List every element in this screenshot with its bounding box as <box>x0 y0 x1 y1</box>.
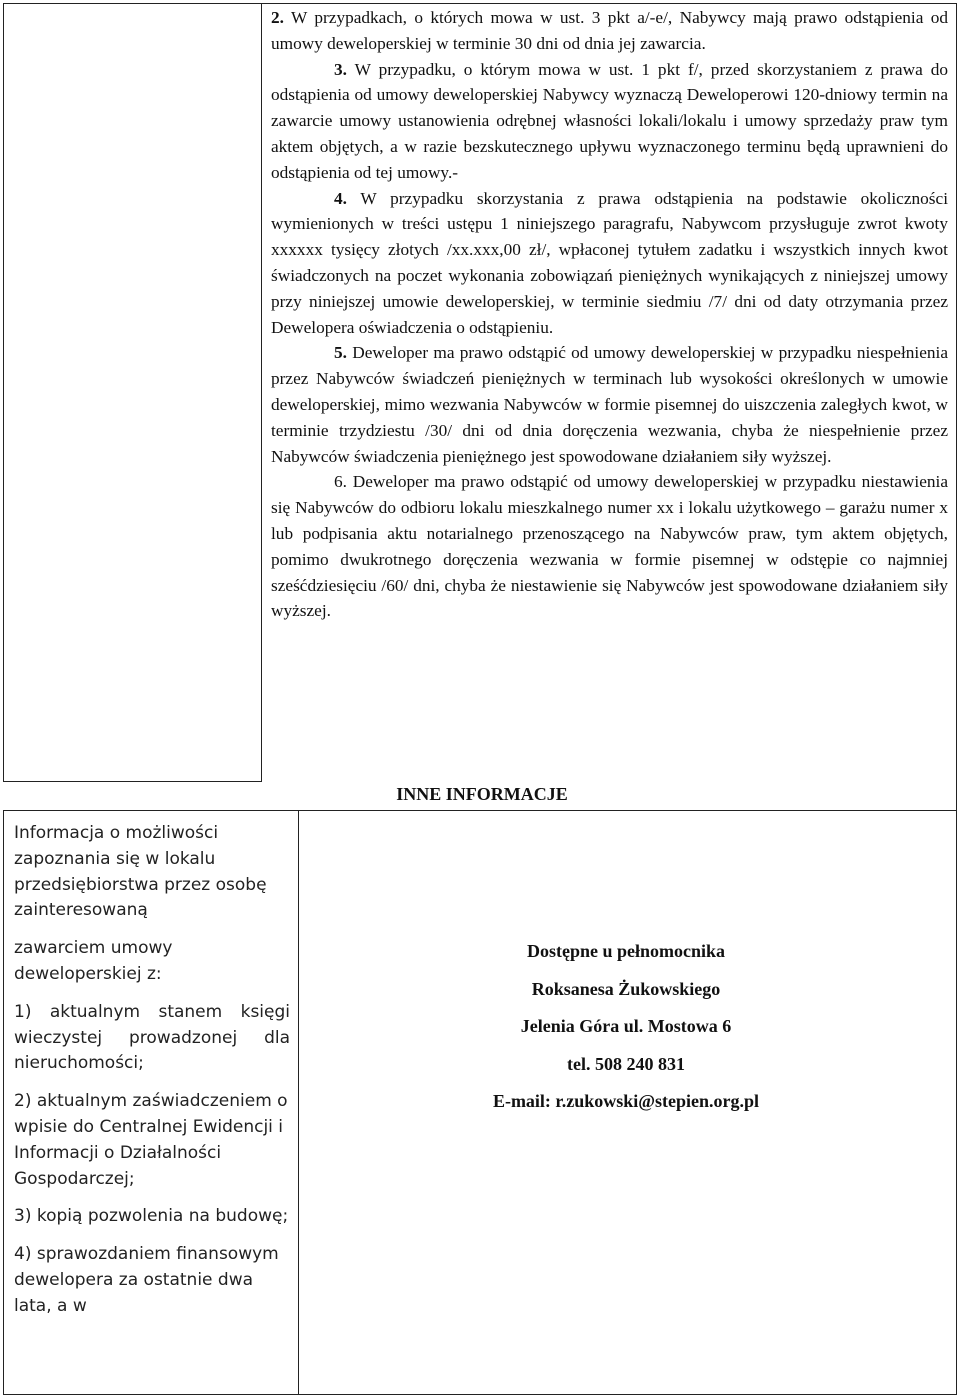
left-margin-box <box>3 3 262 782</box>
paragraph-number: 3. <box>334 59 347 79</box>
paragraph-6 <box>271 469 948 624</box>
contact-email: E-mail: r.zukowski@stepien.org.pl <box>492 1091 760 1111</box>
paragraph-5 <box>271 340 948 469</box>
paragraph-number: 2. <box>271 8 284 27</box>
right-border <box>956 3 957 810</box>
paragraph-text: Deweloper ma prawo odstąpić od umowy deweloperskiej w przypadku niestawienia się Nabywców do odbioru lokalu mieszkalnego numer xx i lokalu użytkowego – garażu numer x lub podpisania aktu notarialnego przenoszącego na Nabywców praw, tym aktem objętych, pomimo dwukrotnego doręczenia wezwania w formie pisemnej w odstępie co najmniej sześćdziesięciu /60/ dni, chyba że niestawienie się Nabywców jest spowodowane działaniem siły wyższej. <box>271 472 948 621</box>
contact-details <box>430 933 822 1121</box>
top-border <box>262 3 957 4</box>
paragraph-4 <box>271 186 948 341</box>
contact-availability: Dostępne u pełnomocnika <box>526 941 726 961</box>
paragraph-number: 6. <box>334 472 347 492</box>
info-intro: zawarciem umowy deweloperskiej z: <box>14 938 173 984</box>
contact-address: Jelenia Góra ul. Mostowa 6 <box>520 1016 732 1036</box>
contact-name: Roksanesa Żukowskiego <box>531 978 721 999</box>
info-item-1: 1) aktualnym stanem księgi wieczystej prowadzonej dla nieruchomości; <box>14 1001 290 1074</box>
paragraph-3 <box>271 57 948 186</box>
paragraph-number: 4. <box>334 188 347 208</box>
info-item-4: 4) sprawozdaniem finansowym dewelopera za ostatnie dwa lata, a w <box>14 1244 279 1316</box>
left-info-list <box>14 821 290 1331</box>
info-heading: Informacja o możliwości zapoznania się w lokalu przedsiębiorstwa przez osobę zainteresowaną <box>14 823 267 921</box>
info-item-3: 3) kopią pozwolenia na budowę; <box>14 1206 289 1227</box>
paragraph-number: 5. <box>334 343 347 363</box>
contact-phone: tel. 508 240 831 <box>567 1053 685 1074</box>
main-text <box>271 5 948 624</box>
section-heading: INNE INFORMACJE <box>396 784 568 804</box>
paragraph-2 <box>271 5 948 57</box>
paragraph-text: W przypadku skorzystania z prawa odstąpienia na podstawie okoliczności wymienionych w treści ustępu 1 niniejszego paragrafu, Nabywcom przysługuje zwrot kwoty xxxxxx tysięcy złotych /xx.xxx,00 zł/, wpłaconej tytułem zadatku i wszystkich innych kwot świadczonych na poczet wykonania zobowiązań pieniężnych wynikających z niniejszej umowy przy niniejszej umowie deweloperskiej, w terminie siedmiu /7/ dni od daty otrzymania przez Dewelopera oświadczenia o odstąpieniu. <box>271 188 948 337</box>
paragraph-text: W przypadkach, o których mowa w ust. 3 pkt a/-e/, Nabywcy mają prawo odstąpienia od umowy deweloperskiej w terminie 30 dni od dnia jej zawarcia. <box>271 8 948 53</box>
paragraph-text: W przypadku, o którym mowa w ust. 1 pkt f/, przed skorzystaniem z prawa do odstąpienia od umowy deweloperskiej Nabywcy wyznaczą Deweloperowi 120-dniowy termin na zawarcie umowy ustanowienia odrębnej własności lokali/lokalu i umowy sprzedaży praw tym aktem objętych, a w razie bezskutecznego upływu wyznaczonego terminu będą uprawnieni do odstąpienia od tej umowy.- <box>271 59 948 182</box>
paragraph-text: Deweloper ma prawo odstąpić od umowy deweloperskiej w przypadku niespełnienia przez Nabywców świadczeń pieniężnych w terminach lub wysokości określonych w umowie deweloperskiej, mimo wezwania Nabywców w formie pisemnej do uiszczenia zaległych kwot, w terminie trzydziestu /30/ dni od dnia doręczenia wezwania, chyba że niespełnienie przez Nabywców świadczenia pieniężnego jest spowodowane działaniem siły wyższej. <box>271 343 948 466</box>
info-item-2: 2) aktualnym zaświadczeniem o wpisie do Centralnej Ewidencji i Informacji o Działalności Gospodarczej; <box>14 1091 288 1189</box>
